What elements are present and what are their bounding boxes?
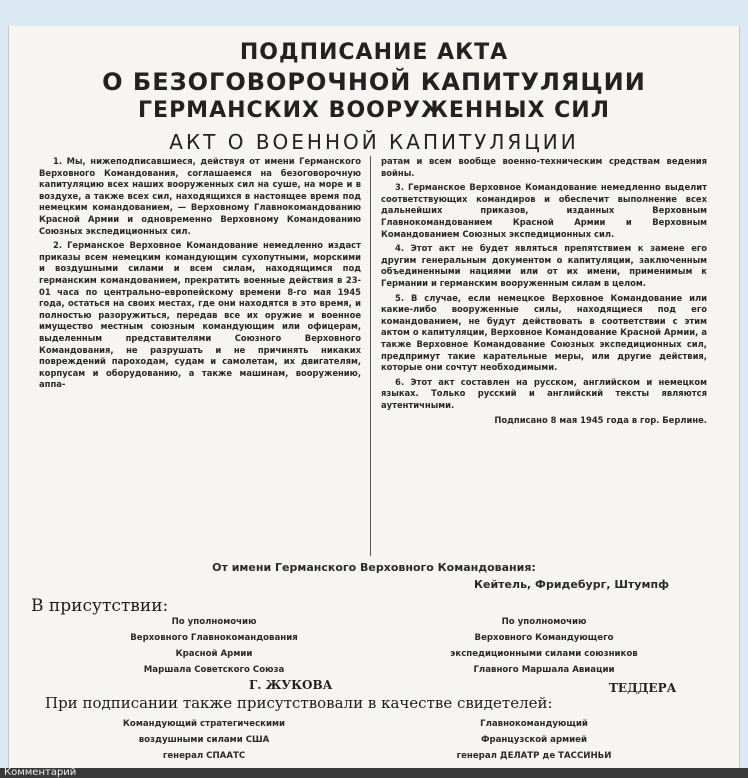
tedder-name: ТЕДДЕРА [609, 681, 677, 695]
paragraph-5: 5. В случае, если немецкое Верховное Командование или какие-либо вооруженные силы, находящиеся под его командованием, не будут действовать в соответствии с этим актом о капитуляции, Верховное Командование Красной Армии, а также Верховное Командование Союзных экспедиционных сил, предпримут такие карательные меры, или другие действия, которые они сочтут необходимыми. [381, 292, 707, 373]
paragraph-2-continued: ратам и всем вообще военно-техническим средствам ведения войны. [381, 156, 707, 178]
witness-us-line: генерал СПААТС [162, 751, 246, 761]
witness-us-block [79, 716, 329, 764]
soviet-rep-line: Красной Армии [175, 649, 253, 659]
paragraph-1: 1. Мы, нижеподписавшиеся, действуя от имени Германского Верховного Командования, соглашаемся на безоговорочную капитуляцию всех наших вооруженных сил на суше, на море и в воздухе, а также всех сил, находящихся в настоящее время под немецким командованием, — Верховному Главнокомандованию Красной Армии и одновременно Верховному Командованию Союзных экспедиционных сил. [39, 156, 361, 236]
paragraph-4: 4. Этот акт не будет являться препятствием к замене его другим генеральным документом о капитуляции, заключенным объединенными нациями или от их имени, применимым к Германии и германским вооруженным силам в целом. [381, 243, 707, 288]
headline-line-1: ПОДПИСАНИЕ АКТА [239, 40, 509, 65]
presence-label: В присутствии: [31, 596, 169, 616]
witness-fr-line: Главнокомандующий [480, 719, 588, 729]
column-divider [370, 156, 371, 556]
paragraph-3: 3. Германское Верховное Командование немедленно выделит соответствующих командиров и обеспечит выполнение всех дальнейших приказов, изданных Верховным Главнокомандованием Красной Армии и Верховным Командованием Союзных экспедиционных сил. [381, 182, 707, 239]
paragraph-6: 6. Этот акт составлен на русском, английском и немецком языках. Только русский и английский тексты являются аутентичными. [381, 376, 707, 410]
witnesses-label: При подписании также присутствовали в качестве свидетелей: [45, 694, 553, 712]
allied-rep-line: Верховного Командующего [474, 633, 614, 643]
witness-fr-line: генерал ДЕЛАТР де ТАССИНЬИ [456, 751, 612, 761]
allied-rep-line: По уполномочию [501, 617, 587, 627]
soviet-rep-line: Верховного Главнокомандования [130, 633, 298, 643]
german-signers: Кейтель, Фридебург, Штумпф [474, 578, 669, 591]
allied-rep-line: Главного Маршала Авиации [473, 665, 615, 675]
comments-bar: Комментарий [0, 768, 748, 778]
paragraph-2: 2. Германское Верховное Командование немедленно издаст приказы всем немецким командующим сухопутными, морскими и воздушными силами и всем силам, находящимся под германским командованием, прекратить военные действия в 23-01 часа по центрально-европейскому времени 8-го мая 1945 года, остаться на своих местах, где они находятся в это время, и полностью разоружиться, передав все их оружие и военное имущество местным союзным командующим или офицерам, выделенным представителями Союзного Верховного Командования, не разрушать и не причинять никаких повреждений пароходам, судам и самолетам, их двигателям, корпусам и оборудованию, а также машинам, вооружению, аппа- [39, 240, 361, 390]
soviet-representative-block [79, 614, 349, 678]
german-command-label: От имени Германского Верховного Командования: [212, 561, 536, 574]
soviet-rep-line: Маршала Советского Союза [143, 665, 285, 675]
headline-line-3: ГЕРМАНСКИХ ВООРУЖЕННЫХ СИЛ [138, 98, 610, 123]
allied-rep-line: экспедиционными силами союзников [450, 649, 638, 659]
left-text-column [39, 156, 361, 394]
zhukov-name: Г. ЖУКОВА [249, 678, 333, 692]
witness-us-line: Командующий стратегическими [122, 719, 286, 729]
newspaper-page [8, 26, 740, 770]
allied-representative-block [409, 614, 679, 678]
headline-line-2: О БЕЗОГОВОРОЧНОЙ КАПИТУЛЯЦИИ [102, 68, 646, 96]
soviet-rep-line: По уполномочию [171, 617, 257, 627]
right-text-column [381, 156, 707, 427]
signed-date-line: Подписано 8 мая 1945 года в гор. Берлине. [494, 415, 707, 426]
witness-us-line: воздушными силами США [138, 735, 270, 745]
witness-fr-block [409, 716, 659, 764]
act-subtitle: АКТ О ВОЕННОЙ КАПИТУЛЯЦИИ [169, 130, 579, 154]
top-band [0, 0, 748, 26]
witness-fr-line: Французской армией [480, 735, 588, 745]
